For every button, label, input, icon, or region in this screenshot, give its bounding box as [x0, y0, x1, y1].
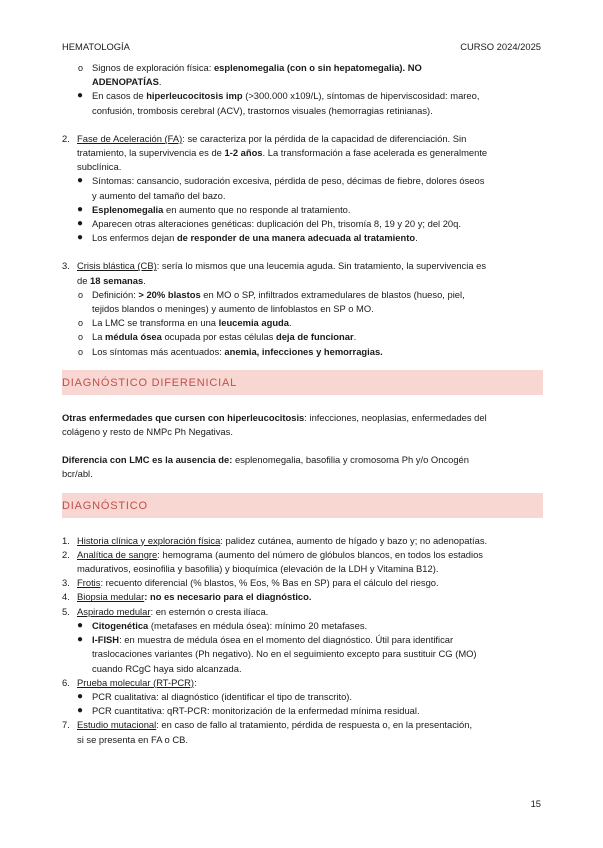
list-item: ● En casos de hiperleucocitosis imp (>300.000 x109/L), síntomas de hiperviscosidad: mareo,	[62, 89, 543, 103]
list-item-cont: ADENOPATÍAS.	[92, 76, 162, 88]
numbered-item: 4. Biopsia medular: no es necesario para el diagnóstico.	[62, 591, 312, 603]
circle-bullet-icon: o	[78, 318, 84, 329]
page-content: o Signos de exploración física: esplenomegalia (con o sin hepatomegalia). NO ADENOPATÍAS. ● En casos de hiperleucocitosis imp (>300.000 x109/L), síntomas de hiperviscosidad: mareo, confusión, trombosis cerebral (ACV), trastornos visuales (hemorragias retinianas). 2. Fase de Aceleración (FA): se caracteriza por la pérdida de la capacidad de diferenciación. Sin tratamiento, la supervivencia es de 1-2 años. La transformación a fase acelerada es generalmente subclínica. ● Síntomas: cansancio, sudoración excesiva, pérdida de peso, décimas de fiebre, dolores óseos y aumento del tamaño del bazo. ● Esplenomegalia en aumento que no responde al tratamiento. ● Aparecen otras alteraciones genéticas: duplicación del Ph, trisomía 8, 19 y 20 y; del 20q. ● Los enfermos dejan de responder de una manera adecuada al tratamiento. 3. Crisis blástica (CB): sería lo mismos que una leucemia aguda. Sin tratamiento, la supervivencia es de 18 semanas. o Definición: > 20% blastos en MO o SP, infiltrados extramedulares de blastos (hueso, piel, tejidos blandos o meninges) y aumento de linfoblastos en SP o MO. o La LMC se transforma en una leucemia aguda. o La médula ósea ocupada por estas células deja de funcionar. o Los síntomas más acentuados: anemia, infecciones y hemorragias. DIAGNÓSTICO DIFERENICIAL Otras enfermedades que cursen con hiperleucocitosis: infecciones, neoplasias, enfermedades del colágeno y resto de NMPc Ph Negativas. Diferencia con LMC es la ausencia de: esplenomegalia, basofilia y cromosoma Ph y/o Oncogén bcr/abl. DIAGNÓSTICO 1. Historia clínica y exploración física: palidez cutánea, aumento de hígado y bazo y; no adenopatías. 2. Analítica de sangre: hemograma (aumento del número de glóbulos blancos, en todos los estadios madurativos, eosinofilia y basofilia) y bioquímica (elevación de la LDH y Vitamina B12). 3. Frotis: recuento diferencial (% blastos, % Eos, % Bas en SP) para el cálculo del riesgo. 4. Biopsia medular: no es necesario para el diagnóstico. 5. Aspirado medular: en esternón o cresta ilíaca. ● Citogenética (metafases en médula ósea): mínimo 20 metafases. ● I-FISH: en muestra de médula ósea en el momento del diagnóstico. Útil para identificar traslocaciones variantes (Ph negativo). No en el seguimiento excepto para sustituir CG (MO) cuando RCgC haya sido alcanzada. 6. Prueba molecular (RT-PCR): ● PCR cualitativa: al diagnóstico (identificar el tipo de transcrito). ● PCR cuantitativa: qRT-PCR: monitorización de la enfermedad mínima residual. 7. Estudio mutacional: en caso de fallo al tratamiento, pérdida de respuesta o, en la presentación, si se presenta en FA o CB.	[62, 61, 543, 747]
list-item: ● Aparecen otras alteraciones genéticas: duplicación del Ph, trisomía 8, 19 y 20 y; del 20q.	[62, 217, 543, 231]
section-link-title: Fase de Aceleración (FA)	[77, 132, 183, 144]
header-course: CURSO 2024/2025	[460, 41, 541, 52]
list-item: ● Esplenomegalia en aumento que no responde al tratamiento.	[62, 203, 543, 217]
bullet-icon: ●	[77, 690, 84, 702]
list-item: ● PCR cualitativa: al diagnóstico (identificar el tipo de transcrito).	[62, 690, 543, 704]
list-item: o Signos de exploración física: esplenomegalia (con o sin hepatomegalia). NO	[62, 61, 543, 75]
numbered-item: 5. Aspirado medular: en esternón o cresta ilíaca.	[62, 605, 269, 617]
circle-bullet-icon: o	[78, 332, 84, 343]
circle-bullet-icon: o	[78, 346, 84, 357]
list-item: o Los síntomas más acentuados: anemia, infecciones y hemorragias.	[62, 345, 543, 359]
numbered-item: 3. Frotis: recuento diferencial (% blastos, % Eos, % Bas en SP) para el cálculo del riesgo.	[62, 577, 439, 589]
bullet-icon: ●	[77, 175, 84, 187]
list-item: o Definición: > 20% blastos en MO o SP, infiltrados extramedulares de blastos (hueso, piel,	[62, 288, 543, 302]
list-item: ● Los enfermos dejan de responder de una manera adecuada al tratamiento.	[62, 231, 543, 245]
numbered-item: 2. Analítica de sangre: hemograma (aumento del número de glóbulos blancos, en todos los estadios	[62, 548, 483, 560]
paragraph: Diferencia con LMC es la ausencia de: esplenomegalia, basofilia y cromosoma Ph y/o Oncogén	[62, 454, 469, 466]
bullet-icon: ●	[77, 218, 84, 230]
list-item: o La LMC se transforma en una leucemia aguda.	[62, 316, 543, 330]
bullet-icon: ●	[77, 705, 84, 717]
page-header	[62, 40, 541, 54]
bullet-icon: ●	[77, 90, 84, 102]
circle-bullet-icon: o	[78, 63, 84, 73]
numbered-item: 7. Estudio mutacional: en caso de fallo al tratamiento, pérdida de respuesta o, en la presentación,	[62, 719, 473, 731]
bullet-icon: ●	[77, 619, 84, 631]
list-item: ● I-FISH: en muestra de médula ósea en el momento del diagnóstico. Útil para identificar	[62, 633, 543, 647]
list-item-cont: confusión, trombosis cerebral (ACV), trastornos visuales (hemorragias retinianas).	[92, 104, 433, 116]
bullet-icon: ●	[77, 232, 84, 244]
section-heading-dx: DIAGNÓSTICO	[62, 493, 543, 518]
numbered-item: 3. Crisis blástica (CB): sería lo mismos que una leucemia aguda. Sin tratamiento, la supervivencia es	[62, 260, 487, 272]
paragraph: Otras enfermedades que cursen con hiperleucocitosis: infecciones, neoplasias, enfermedades del	[62, 411, 487, 423]
list-item: ● PCR cuantitativa: qRT-PCR: monitorización de la enfermedad mínima residual.	[62, 704, 543, 718]
numbered-item: 2. Fase de Aceleración (FA): se caracteriza por la pérdida de la capacidad de diferenciación. Sin	[62, 132, 467, 144]
section-heading-dx-diff: DIAGNÓSTICO DIFERENICIAL	[62, 370, 543, 395]
circle-bullet-icon: o	[78, 289, 84, 300]
list-item: ● Citogenética (metafases en médula ósea): mínimo 20 metafases.	[62, 619, 543, 633]
bullet-icon: ●	[77, 634, 84, 646]
list-item: ● Síntomas: cansancio, sudoración excesiva, pérdida de peso, décimas de fiebre, dolores óseos	[62, 174, 543, 188]
page-number: 15	[530, 798, 541, 809]
numbered-item: 1. Historia clínica y exploración física: palidez cutánea, aumento de hígado y bazo y; no adenopatías.	[62, 534, 488, 546]
list-item: o La médula ósea ocupada por estas células deja de funcionar.	[62, 330, 543, 344]
header-subject: HEMATOLOGÍA	[62, 41, 130, 52]
bullet-icon: ●	[77, 203, 84, 215]
section-link-title: Crisis blástica (CB)	[77, 260, 157, 272]
numbered-item: 6. Prueba molecular (RT-PCR):	[62, 676, 197, 688]
